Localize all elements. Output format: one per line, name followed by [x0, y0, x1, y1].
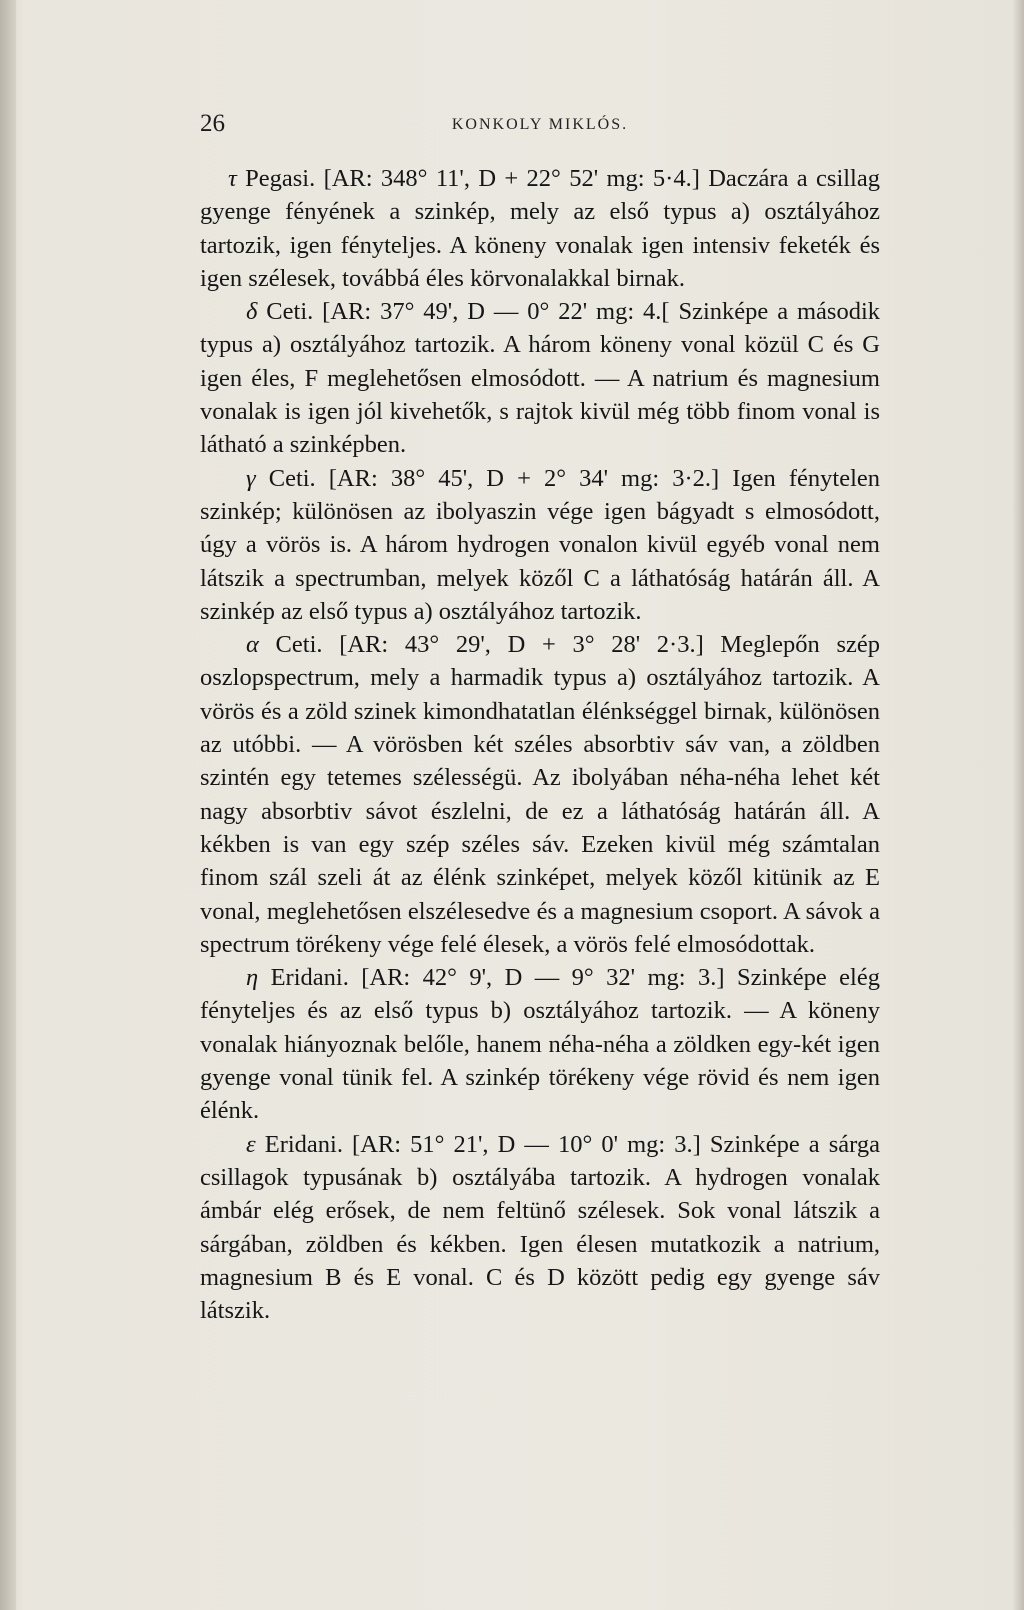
paragraph-text: Ceti. [AR: 37° 49', D — 0° 22' mg: 4.[ Szinképe a második typus a) osztályához tartozik. A három köneny vonal közül C és G igen éles, F meglehetősen elmosódott. — A natrium és magnesium vonalak is igen jól kivehetők, s rajtok kivül még több finom vonal is látható a szinképben. — [200, 298, 880, 459]
paragraph-tau-pegasi — [200, 162, 880, 295]
running-head: KONKOLY MIKLÓS. — [451, 116, 629, 133]
paragraph-gamma-ceti — [200, 462, 880, 628]
page-number: 26 — [200, 110, 225, 137]
star-designation: δ — [246, 298, 258, 326]
paragraph-text: Eridani. [AR: 51° 21', D — 10° 0' mg: 3.] Szinképe a sárga csillagok typusának b) osztályába tartozik. A hydrogen vonalak ámbár elég erősek, de nem feltünő szélesek. Sok vonal látszik a sárgában, zöldben és kékben. Igen élesen mutatkozik a natrium, magnesium B és E vonal. C és D között pedig egy gyenge sáv látszik. — [200, 1130, 880, 1325]
star-designation: ε — [246, 1130, 256, 1158]
paragraph-epsilon-eridani — [200, 1128, 880, 1328]
body-text — [200, 162, 880, 1327]
page-gutter — [0, 0, 16, 1610]
paragraph-text: Pegasi. [AR: 348° 11', D + 22° 52' mg: 5·4.] Daczára a csillag gyenge fényének a szinkép, mely az első typus a) osztályához tartozik, igen fényteljes. A köneny vonalak igen intensiv feketék és igen szélesek, továbbá éles körvonalakkal birnak. — [200, 165, 880, 292]
paragraph-text: Ceti. [AR: 43° 29', D + 3° 28' 2·3.] Meglepőn szép oszlopspectrum, mely a harmadik typus a) osztályához tartozik. A vörös és a zöld szinek kimondhatatlan élénkséggel birnak, különösen az utóbbi. — A vörösben két széles absorbtiv sáv van, a zöldben szintén egy tetemes szélességü. Az ibolyában néha-néha lehet két nagy absorbtiv sávot észlelni, de ez a láthatóság határán áll. A kékben is van egy szép széles sáv. Ezeken kivül még számtalan finom szál szeli át az élénk szinképet, melyek közől kitünik az E vonal, meglehetősen elszélesedve és a magnesium csoport. A sávok a spectrum törékeny vége felé élesek, a vörös felé elmosódottak. — [200, 631, 880, 958]
paragraph-text: Ceti. [AR: 38° 45', D + 2° 34' mg: 3·2.] Igen fénytelen szinkép; különösen az ibolyaszin vége igen bágyadt s elmosódott, úgy a vörös is. A három hydrogen vonalon kivül egyéb vonal nem látszik a spectrumban, melyek közől C a láthatóság határán áll. A szinkép az első typus a) osztályához tartozik. — [200, 464, 880, 625]
star-designation: α — [246, 631, 259, 659]
star-designation: τ — [228, 165, 237, 192]
paragraph-text: Eridani. [AR: 42° 9', D — 9° 32' mg: 3.] Szinképe elég fényteljes és az első typus b) osztályához tartozik. — A köneny vonalak hiányoznak belőle, hanem néha-néha a zöldken egy-két igen gyenge vonal tünik fel. A szinkép törékeny vége rövid és nem igen élénk. — [200, 964, 880, 1125]
paragraph-eta-eridani — [200, 961, 880, 1127]
paragraph-delta-ceti — [200, 295, 880, 461]
page-header — [200, 110, 880, 150]
page-edge-shadow — [1012, 0, 1024, 1610]
star-designation: η — [246, 964, 259, 992]
star-designation: γ — [246, 464, 256, 492]
paragraph-alpha-ceti — [200, 628, 880, 961]
